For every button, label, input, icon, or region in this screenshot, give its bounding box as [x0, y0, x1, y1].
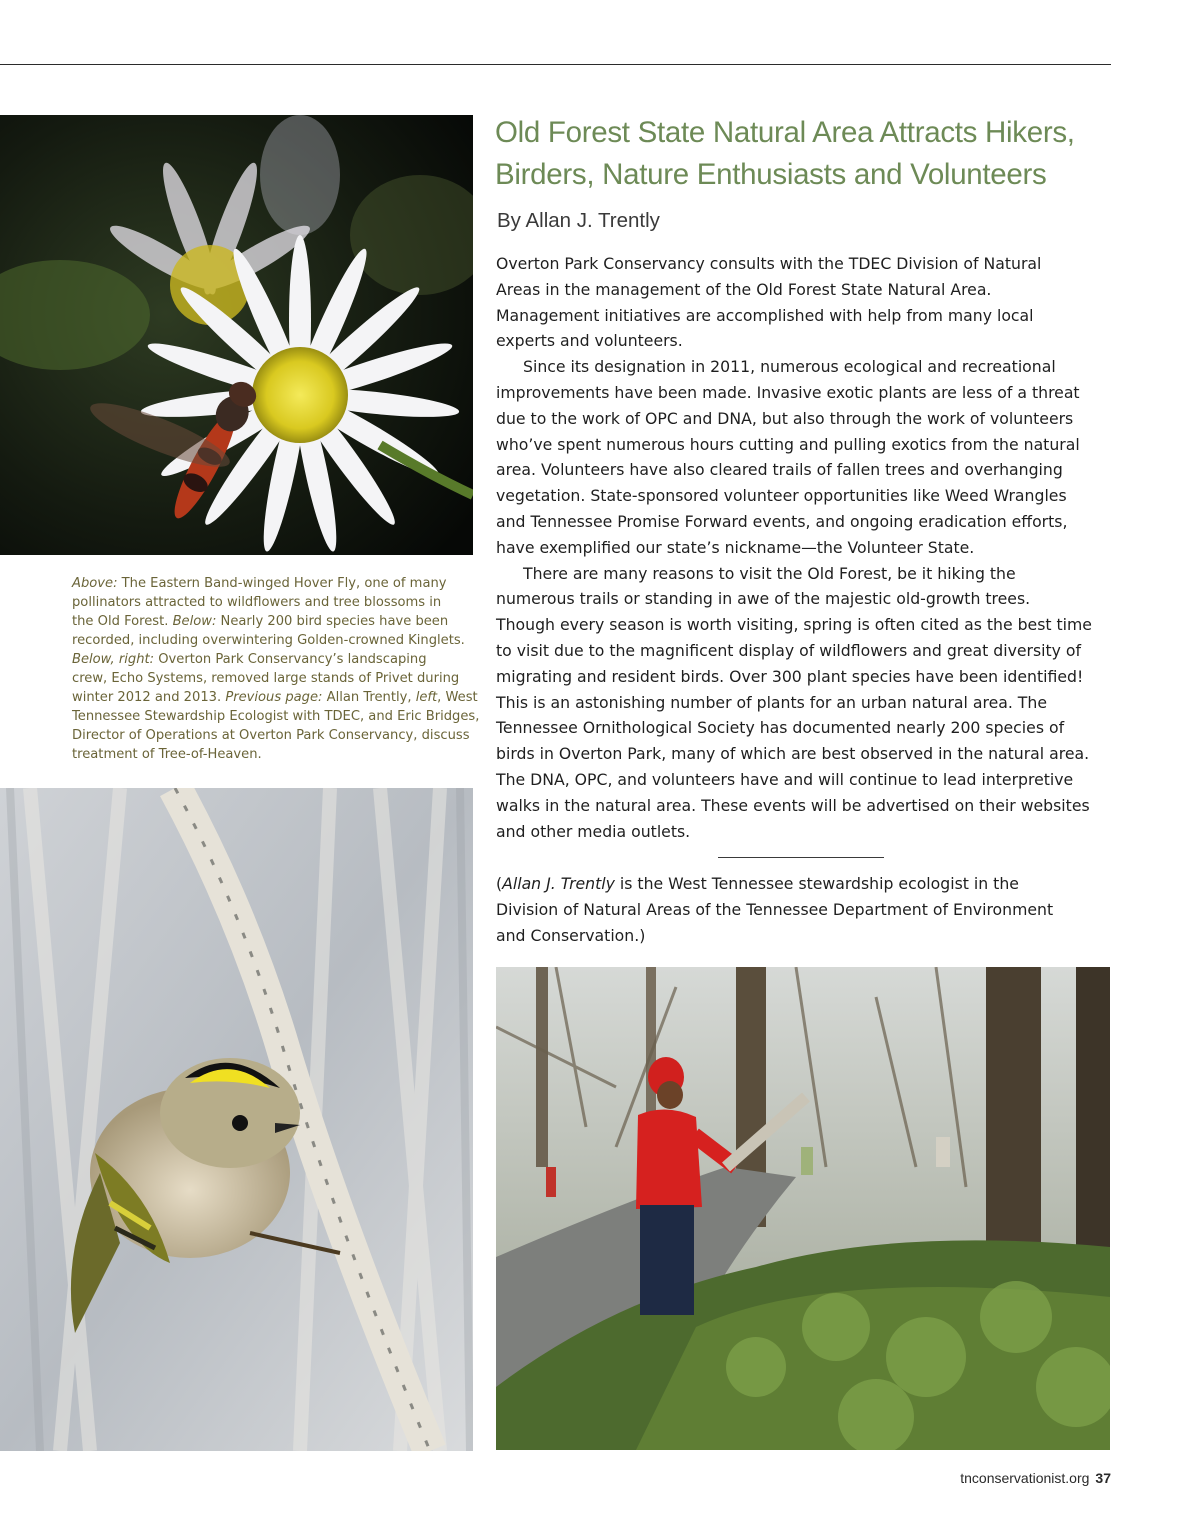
body-line: birds in Overton Park, many of which are best observed in the natural area. — [496, 744, 1090, 764]
author-bio — [496, 871, 1116, 948]
body-line: walks in the natural area. These events will be advertised on their websites — [496, 795, 1090, 815]
volunteer-crew-photo — [496, 967, 1110, 1450]
body-line: due to the work of OPC and DNA, but also through the work of volunteers — [496, 408, 1074, 428]
body-line: Management initiatives are accomplished with help from many local — [496, 305, 1034, 325]
body-line: There are many reasons to visit the Old Forest, be it hiking the — [523, 563, 1016, 583]
body-line: who’ve spent numerous hours cutting and pulling exotics from the natural — [496, 434, 1080, 454]
caption-above-label: Above: — [72, 576, 118, 591]
caption-below-label: Below: — [172, 614, 217, 629]
body-line: migrating and resident birds. Over 300 plant species have been identified! — [496, 666, 1084, 686]
article-byline: By Allan J. Trently — [497, 209, 660, 232]
caption-left-label: left — [415, 690, 438, 705]
bio-author-name: Allan J. Trently — [502, 874, 615, 893]
bio-text: ( — [496, 874, 503, 893]
footer-website: tnconservationist.org — [960, 1470, 1090, 1486]
body-line: experts and volunteers. — [496, 331, 683, 351]
article-title-line: Old Forest State Natural Area Attracts Hikers, — [495, 116, 1075, 149]
body-line: Though every season is worth visiting, spring is often cited as the best time — [496, 615, 1092, 635]
article-end-rule — [718, 857, 884, 858]
caption-text: crew, Echo Systems, removed large stands of Privet during — [72, 671, 460, 686]
caption-text: , West — [437, 690, 478, 705]
body-line: to visit due to the magnificent display of wildflowers and great diversity of — [496, 640, 1082, 660]
caption-text: The Eastern Band-winged Hover Fly, one of many — [117, 576, 447, 591]
caption-text: Director of Operations at Overton Park Conservancy, discuss — [72, 728, 470, 743]
top-rule — [0, 64, 1111, 65]
body-line: Tennessee Ornithological Society has documented nearly 200 species of — [496, 718, 1065, 738]
bio-text: and Conservation.) — [496, 925, 646, 945]
caption-text: pollinators attracted to wildflowers and tree blossoms in — [72, 595, 442, 610]
body-line: and other media outlets. — [496, 821, 691, 841]
bio-text: Division of Natural Areas of the Tennessee Department of Environment — [496, 899, 1054, 919]
caption-text: recorded, including overwintering Golden-crowned Kinglets. — [72, 633, 465, 648]
photo-caption — [72, 574, 480, 764]
body-line: Since its designation in 2011, numerous ecological and recreational — [523, 357, 1056, 377]
article-title-line: Birders, Nature Enthusiasts and Volunteers — [495, 158, 1047, 191]
body-line: improvements have been made. Invasive exotic plants are less of a threat — [496, 382, 1080, 402]
caption-text: Allan Trently, — [322, 690, 416, 705]
article-body — [496, 251, 1116, 844]
hover-fly-photo — [0, 115, 473, 555]
caption-text: winter 2012 and 2013. — [72, 690, 226, 705]
page-footer — [960, 1468, 1111, 1488]
caption-below-right-label: Below, right: — [72, 652, 155, 667]
body-line: have exemplified our state’s nickname—the Volunteer State. — [496, 537, 975, 557]
kinglet-photo — [0, 788, 473, 1451]
body-line: numerous trails or standing in awe of the majestic old-growth trees. — [496, 589, 1031, 609]
caption-text: Overton Park Conservancy’s landscaping — [154, 652, 427, 667]
caption-text: treatment of Tree-of-Heaven. — [72, 747, 262, 762]
body-line: This is an astonishing number of plants for an urban natural area. The — [496, 692, 1047, 712]
caption-previous-page-label: Previous page: — [225, 690, 323, 705]
caption-text: Tennessee Stewardship Ecologist with TDEC, and Eric Bridges, — [72, 709, 480, 724]
article-title — [495, 112, 1115, 196]
body-line: and Tennessee Promise Forward events, and ongoing eradication efforts, — [496, 511, 1068, 531]
body-line: area. Volunteers have also cleared trails of fallen trees and overhanging — [496, 460, 1063, 480]
body-line: Overton Park Conservancy consults with the TDEC Division of Natural — [496, 254, 1042, 273]
body-line: The DNA, OPC, and volunteers have and will continue to lead interpretive — [496, 769, 1074, 789]
page-number: 37 — [1095, 1470, 1111, 1486]
bio-text: is the West Tennessee stewardship ecologist in the — [614, 874, 1019, 893]
body-line: Areas in the management of the Old Forest State Natural Area. — [496, 279, 992, 299]
body-line: vegetation. State-sponsored volunteer opportunities like Weed Wrangles — [496, 486, 1067, 506]
caption-text: Nearly 200 bird species have been — [216, 614, 449, 629]
caption-text: the Old Forest. — [72, 614, 173, 629]
